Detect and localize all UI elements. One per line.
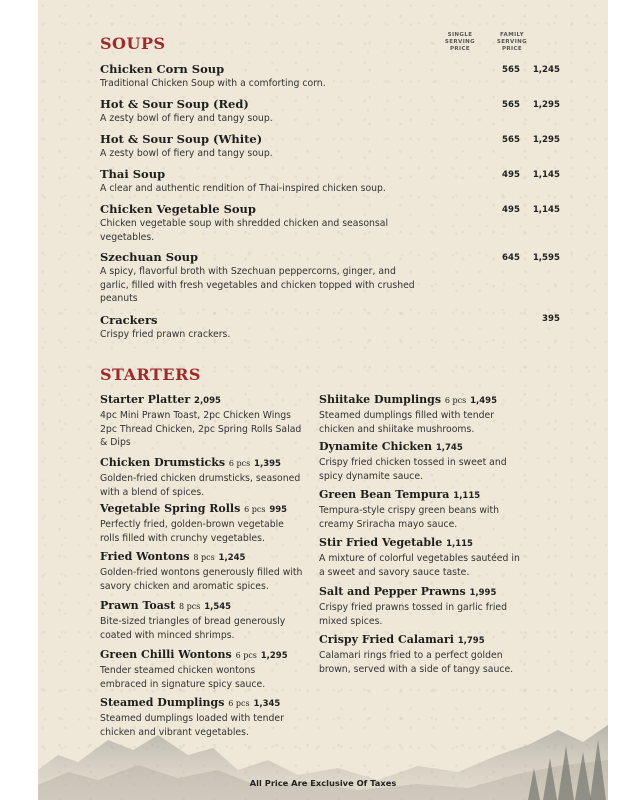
starter-desc: Tempura-style crispy green beans with creamy Sriracha mayo sauce.	[319, 505, 500, 530]
starter-name: Stir Fried Vegetable	[319, 536, 443, 549]
soup-item	[100, 250, 560, 306]
soup-family-price: 1,295	[532, 100, 560, 110]
starter-price: 1,295	[260, 651, 288, 661]
starter-desc: Crispy fried chicken tossed in sweet and spicy dynamite sauce.	[319, 457, 507, 482]
starter-name-line	[100, 647, 305, 664]
starter-item	[100, 647, 305, 691]
starter-desc: Tender steamed chicken wontons embraced in signature spicy sauce.	[100, 665, 266, 690]
family-serving-header: FAMILY SERVING PRICE	[496, 32, 528, 52]
soup-desc: A spicy, flavorful broth with Szechuan peppercorns, ginger, and garlic, filled with fresh vegetables and chicken topped with crushed peanuts	[100, 266, 415, 304]
starter-item	[100, 501, 305, 545]
starter-price: 1,795	[457, 636, 485, 646]
starter-desc: A mixture of colorful vegetables sautéed in a sweet and savory sauce taste.	[319, 553, 520, 578]
starter-desc: Perfectly fried, golden-brown vegetable rolls filled with crunchy vegetables.	[100, 519, 284, 544]
starter-desc: Crispy fried prawns tossed in garlic fried mixed spices.	[319, 602, 508, 627]
soup-name: Chicken Corn Soup	[100, 62, 225, 76]
soup-desc: Crispy fried prawn crackers.	[100, 329, 231, 340]
soups-title: SOUPS	[100, 34, 166, 53]
starter-name-line	[319, 584, 524, 601]
starter-item	[319, 487, 524, 531]
starter-item	[319, 535, 524, 579]
starter-desc: Calamari rings fried to a perfect golden brown, served with a side of tangy sauce.	[319, 650, 514, 675]
starter-name: Salt and Pepper Prawns	[319, 585, 466, 598]
soup-single-price: 495	[502, 205, 520, 215]
starter-name: Crispy Fried Calamari	[319, 633, 454, 646]
starter-price: 1,745	[435, 443, 463, 453]
starter-name: Green Bean Tempura	[319, 488, 450, 501]
starter-item	[100, 598, 305, 642]
starter-desc: 4pc Mini Prawn Toast, 2pc Chicken Wings 2pc Thread Chicken, 2pc Spring Rolls Salad & Dips	[100, 410, 302, 448]
starters-title: STARTERS	[100, 365, 201, 384]
starter-price: 2,095	[194, 396, 221, 406]
soup-desc: A zesty bowl of fiery and tangy soup.	[100, 148, 273, 159]
starter-item	[319, 439, 524, 483]
starter-desc: Steamed dumplings loaded with tender chicken and vibrant vegetables.	[100, 713, 284, 738]
starter-pcs: 8 pcs	[179, 602, 201, 611]
starter-item	[100, 392, 305, 450]
soup-family-price: 1,295	[532, 135, 560, 145]
soup-single-price: 565	[502, 135, 520, 145]
soup-single-price: 645	[502, 253, 520, 263]
soup-desc: Chicken vegetable soup with shredded chicken and seasonsal vegetables.	[100, 218, 389, 243]
soup-item	[100, 202, 560, 244]
starter-name-line	[100, 501, 305, 518]
single-serving-header: SINGLE SERVING PRICE	[444, 32, 476, 52]
starter-price: 1,345	[253, 699, 281, 709]
starter-name: Shiitake Dumplings	[319, 393, 442, 406]
starter-price: 1,495	[470, 396, 497, 406]
starter-name: Starter Platter	[100, 393, 191, 406]
starter-name-line	[100, 549, 305, 566]
soup-name: Thai Soup	[100, 167, 166, 181]
starter-pcs: 6 pcs	[444, 396, 467, 405]
soup-item	[100, 97, 560, 126]
soup-family-price: 1,145	[532, 205, 560, 215]
price-footer: All Price Are Exclusive Of Taxes	[249, 778, 397, 788]
soup-name: Crackers	[100, 313, 158, 327]
starter-name-line	[319, 535, 524, 552]
starter-name-line	[100, 598, 305, 615]
starter-name: Steamed Dumplings	[100, 696, 225, 709]
starter-desc: Golden-fried chicken drumsticks, seasoned with a blend of spices.	[100, 473, 301, 498]
soup-name: Szechuan Soup	[100, 250, 199, 264]
starter-pcs: 6 pcs	[244, 505, 266, 514]
starter-price: 1,995	[469, 588, 497, 598]
soup-name: Hot & Sour Soup (White)	[100, 132, 263, 146]
starter-name: Prawn Toast	[100, 599, 176, 612]
soup-family-price: 1,595	[532, 253, 560, 263]
starter-price: 995	[269, 505, 288, 515]
soup-single-price: 565	[502, 65, 520, 75]
starter-item	[319, 584, 524, 628]
soup-family-price: 1,145	[532, 170, 560, 180]
starter-price: 1,115	[446, 539, 473, 549]
starter-name-line	[100, 455, 305, 472]
starter-name: Fried Wontons	[100, 550, 190, 563]
soup-name: Hot & Sour Soup (Red)	[100, 97, 249, 111]
soup-name: Chicken Vegetable Soup	[100, 202, 256, 216]
starter-name-line	[319, 487, 524, 504]
starter-name-line	[319, 392, 524, 409]
soup-desc: A clear and authentic rendition of Thai-inspired chicken soup.	[100, 183, 386, 194]
starter-pcs: 8 pcs	[193, 553, 215, 562]
soup-family-price: 1,245	[532, 65, 560, 75]
soup-item	[100, 132, 560, 161]
starter-price: 1,395	[254, 459, 281, 469]
soup-single-price: 565	[502, 100, 520, 110]
menu-page	[38, 0, 608, 800]
starter-pcs: 6 pcs	[228, 459, 251, 468]
starter-desc: Bite-sized triangles of bread generously coated with minced shrimps.	[100, 616, 286, 641]
soup-family-price: 395	[542, 314, 560, 324]
starter-name: Dynamite Chicken	[319, 440, 433, 453]
starter-pcs: 6 pcs	[235, 651, 257, 660]
starter-name: Green Chilli Wontons	[100, 648, 232, 661]
starter-name: Vegetable Spring Rolls	[100, 502, 241, 515]
starter-price: 1,245	[218, 553, 246, 563]
starter-item	[319, 392, 524, 436]
soup-desc: A zesty bowl of fiery and tangy soup.	[100, 113, 273, 124]
starter-item	[319, 632, 524, 676]
starter-name-line	[319, 632, 524, 649]
soup-item	[100, 62, 560, 91]
starter-price: 1,545	[204, 602, 232, 612]
soup-desc: Traditional Chicken Soup with a comforting corn.	[100, 78, 326, 89]
starter-pcs: 6 pcs	[228, 699, 250, 708]
soup-item	[100, 313, 560, 342]
starter-item	[100, 455, 305, 499]
soup-item	[100, 167, 560, 196]
starter-name-line	[100, 392, 305, 409]
starter-name: Chicken Drumsticks	[100, 456, 226, 469]
starter-name-line	[319, 439, 524, 456]
starter-desc: Steamed dumplings filled with tender chicken and shiitake mushrooms.	[319, 410, 495, 435]
starter-price: 1,115	[453, 491, 481, 501]
soup-single-price: 495	[502, 170, 520, 180]
starter-desc: Golden-fried wontons generously filled with savory chicken and aromatic spices.	[100, 567, 303, 592]
starter-item	[100, 549, 305, 593]
